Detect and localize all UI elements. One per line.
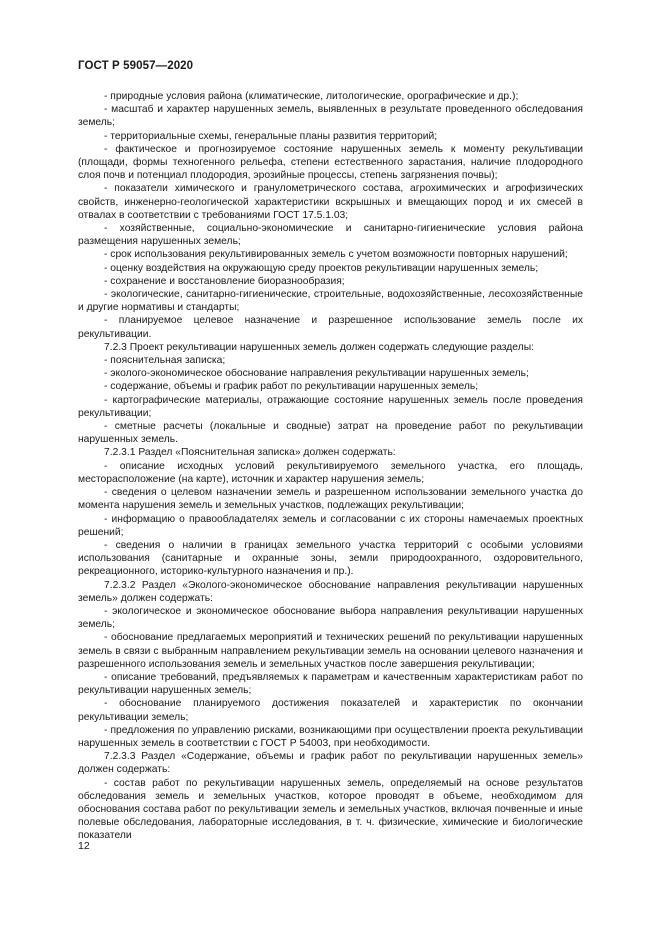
paragraph: - обоснование планируемого достижения показателей и характеристик по окончании рекультивации земель; <box>78 698 583 723</box>
paragraph: - оценку воздействия на окружающую среду проектов рекультивации нарушенных земель; <box>104 262 539 274</box>
standard-header: ГОСТ Р 59057—2020 <box>78 60 194 72</box>
paragraph: - экологическое и экономическое обоснование выбора направления рекультивации нарушенных земель; <box>78 605 583 631</box>
paragraph: - пояснительная записка; <box>104 355 226 367</box>
paragraph: 7.2.3.1 Раздел «Пояснительная записка» должен содержать: <box>104 447 396 459</box>
paragraph: - эколого-экономическое обоснование направления рекультивации нарушенных земель; <box>104 368 529 380</box>
paragraph: - природные условия района (климатические, литологические, орографические и др.); <box>104 91 519 102</box>
paragraph: - экологические, санитарно-гигиенические, строительные, водохозяйственные, лесохозяйственные и другие нормативы и стандарты; <box>78 289 583 314</box>
paragraph: - сметные расчеты (локальные и сводные) затрат на проведение работ по рекультивации нарушенных земель. <box>78 421 583 446</box>
paragraph: - информацию о правообладателях земель и согласовании с их стороны намечаемых проектных решений; <box>78 513 583 538</box>
paragraph: 7.2.3.2 Раздел «Эколого-экономическое обоснование направления рекультивации нарушенных земель» должен содержать: <box>78 579 583 604</box>
page-number: 12 <box>78 840 90 852</box>
paragraph: - описание исходных условий рекультивируемого земельного участка, его площадь, месторасположение (на карте), источник и характер нарушения земель; <box>78 460 583 485</box>
paragraph: - картографические материалы, отражающие состояние нарушенных земель после проведения рекультивации; <box>78 394 583 419</box>
paragraph: - планируемое целевое назначение и разрешенное использование земель после их рекультивации. <box>78 315 583 340</box>
paragraph: - обоснование предлагаемых мероприятий и технических решений по рекультивации нарушенных земель в связи с выбранным направлением рекультивации земель на основании целевого назначения и разрешенного использования земель и земельных участков после завершения рекультивации; <box>78 632 583 670</box>
paragraph: - срок использования рекультивированных земель с учетом возможности повторных нарушений; <box>104 249 568 261</box>
paragraph: - показатели химического и гранулометрического состава, агрохимических и агрофизических свойств, инженерно-геологической характеристики вскрышных и вмещающих пород и их смесей в отвалах в соответствии с требованиями ГОСТ 17.5.1.03; <box>78 183 583 221</box>
paragraph: - сведения о наличии в границах земельного участка территорий с особыми условиями использования (санитарные и охранные зоны, земли природоохранного, оздоровительного, рекреационного, историко-культурного назначения и пр.). <box>78 539 583 578</box>
paragraph: - описание требований, предъявляемых к параметрам и качественным характеристикам работ по рекультивации нарушенных земель; <box>78 671 583 697</box>
document-body <box>78 90 583 843</box>
paragraph: - фактическое и прогнозируемое состояние нарушенных земель к моменту рекультивации (площади, формы техногенного рельефа, степени естественного зарастания, наличие плодородного слоя почв и потенциал плодородия, эрозийные процессы, степень загрязнения почвы); <box>78 143 583 182</box>
paragraph: 7.2.3 Проект рекультивации нарушенных земель должен содержать следующие разделы: <box>104 341 534 353</box>
paragraph: - содержание, объемы и график работ по рекультивации нарушенных земель; <box>104 381 479 393</box>
paragraph: - состав работ по рекультивации нарушенных земель, определяемый на основе результатов обследования земель и земельных участков, которое проводят в объеме, необходимом для обоснования состава работ по рекультивации земель и земельных участков, включая почвенные и иные полевые обследования, лабораторные исследования, в т. ч. физические, химические и биологические показатели <box>78 777 583 842</box>
paragraph: - территориальные схемы, генеральные планы развития территорий; <box>104 130 438 142</box>
paragraph: - сохранение и восстановление биоразнообразия; <box>104 275 345 287</box>
paragraph: - сведения о целевом назначении земель и разрешенном использовании земельного участка до момента нарушения земель и земельных участков, подлежащих рекультивации; <box>78 487 583 512</box>
paragraph: - масштаб и характер нарушенных земель, выявленных в результате проведенного обследования земель; <box>78 104 583 129</box>
paragraph: - предложения по управлению рисками, возникающими при осуществлении проекта рекультивации нарушенных земель в соответствии с ГОСТ Р 54003, при необходимости. <box>78 724 583 749</box>
paragraph: 7.2.3.3 Раздел «Содержание, объемы и график работ по рекультивации нарушенных земель» должен содержать: <box>78 751 583 776</box>
paragraph: - хозяйственные, социально-экономические и санитарно-гигиенические условия района размещения нарушенных земель; <box>78 223 583 248</box>
